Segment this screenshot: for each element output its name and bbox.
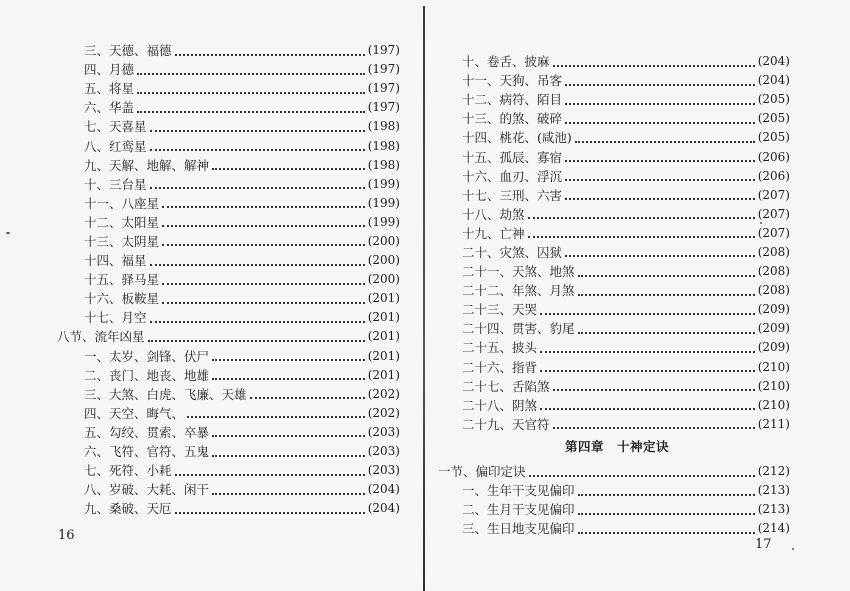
toc-entry-page: (197) [367, 43, 400, 58]
dot-leader [565, 93, 755, 105]
dot-leader [553, 55, 755, 67]
chapter-heading: 第四章 十神定诀 [565, 439, 670, 454]
toc-entry [0, 60, 425, 79]
toc-entry-page: (199) [367, 176, 400, 191]
toc-entry-title: 八、岁破、大耗、闲干 [84, 482, 210, 498]
toc-entry [0, 156, 425, 175]
dot-leader [150, 139, 365, 151]
dot-leader [250, 387, 365, 399]
toc-entry [0, 499, 425, 518]
toc-entry-title: 一、太岁、剑锋、伏尸 [84, 348, 210, 364]
toc-entry-page: (204) [757, 73, 790, 88]
toc-entry-page: (207) [757, 206, 790, 221]
toc-entry-title: 二、生月干支见偏印 [462, 502, 575, 518]
toc-entry-title: 十二、病符、陌目 [462, 92, 563, 108]
toc-entry-title: 九、桑破、天厄 [84, 501, 172, 517]
dot-leader [578, 265, 755, 277]
right-page-number: 17 [755, 537, 772, 552]
toc-entry-title: 三、生日地支见偏印 [462, 521, 575, 537]
toc-entry [0, 366, 425, 385]
right-page [425, 0, 850, 591]
dot-leader [162, 196, 365, 208]
toc-entry [0, 308, 425, 327]
toc-entry-title: 四、月德 [84, 62, 135, 78]
dot-leader [212, 425, 365, 437]
chapter-toc-list [425, 462, 850, 538]
toc-entry [0, 423, 425, 442]
dot-leader [212, 349, 365, 361]
dot-leader [565, 188, 755, 200]
toc-entry-title: 二十五、披头 [462, 340, 538, 356]
toc-entry-page: (213) [757, 483, 790, 498]
toc-entry-title: 八、红鸾星 [84, 138, 147, 154]
toc-entry-title: 十五、孤辰、寡宿 [462, 149, 563, 165]
toc-entry-page: (203) [367, 424, 400, 439]
toc-entry-page: (203) [367, 444, 400, 459]
toc-entry-page: (203) [367, 463, 400, 478]
toc-entry-page: (197) [367, 62, 400, 77]
scan-speck [6, 232, 10, 234]
dot-leader [565, 74, 755, 86]
toc-entry-page: (208) [757, 264, 790, 279]
toc-entry-title: 七、天喜星 [84, 119, 147, 135]
toc-entry [425, 358, 850, 377]
scan-speck [760, 222, 762, 224]
dot-leader [187, 406, 365, 418]
toc-entry-page: (214) [757, 521, 790, 536]
toc-entry-title: 十四、桃花、(咸池) [462, 130, 572, 146]
toc-entry-title: 十一、天狗、吊客 [462, 73, 563, 89]
toc-entry-page: (205) [757, 130, 790, 145]
toc-entry-page: (212) [757, 464, 790, 479]
toc-entry-title: 二十八、阴煞 [462, 397, 538, 413]
dot-leader [150, 254, 365, 266]
toc-entry [0, 289, 425, 308]
toc-entry [0, 461, 425, 480]
toc-entry [425, 319, 850, 338]
toc-entry-title: 十一、八座星 [84, 195, 160, 211]
toc-entry-title: 二、丧门、地丧、地雄 [84, 367, 210, 383]
dot-leader [540, 303, 755, 315]
left-page-number: 16 [58, 528, 75, 543]
toc-entry-page: (204) [367, 501, 400, 516]
toc-entry-page: (202) [367, 405, 400, 420]
dot-leader [175, 502, 365, 514]
toc-entry-title: 八节、流年凶星 [57, 329, 145, 345]
dot-leader [137, 82, 365, 94]
right-toc-list [425, 52, 850, 434]
toc-entry-title: 二十六、指背 [462, 359, 538, 375]
dot-leader [578, 284, 755, 296]
toc-entry-page: (200) [367, 233, 400, 248]
toc-entry-page: (201) [367, 291, 400, 306]
dot-leader [150, 177, 365, 189]
toc-entry-title: 一节、偏印定诀 [438, 464, 526, 480]
toc-entry-title: 五、将星 [84, 81, 135, 97]
toc-entry [0, 213, 425, 232]
toc-section-entry [0, 327, 425, 346]
toc-entry-page: (201) [367, 348, 400, 363]
toc-entry-title: 七、死符、小耗 [84, 463, 172, 479]
toc-entry-page: (207) [757, 187, 790, 202]
toc-entry [0, 404, 425, 423]
toc-entry [0, 251, 425, 270]
toc-entry-title: 十、卷舌、披麻 [462, 54, 550, 70]
dot-leader [148, 330, 365, 342]
toc-entry-page: (197) [367, 100, 400, 115]
dot-leader [162, 215, 365, 227]
toc-entry-title: 十五、驿马星 [84, 272, 160, 288]
left-toc-list [0, 41, 425, 518]
toc-entry-title: 六、华盖 [84, 100, 135, 116]
toc-entry [425, 52, 850, 71]
dot-leader [540, 398, 755, 410]
dot-leader [175, 464, 365, 476]
toc-entry-page: (209) [757, 321, 790, 336]
toc-entry-title: 三、天德、福德 [84, 43, 172, 59]
toc-entry [425, 147, 850, 166]
toc-entry-page: (209) [757, 302, 790, 317]
dot-leader [578, 522, 755, 534]
toc-entry-title: 十四、福星 [84, 253, 147, 269]
toc-entry-page: (198) [367, 119, 400, 134]
toc-entry [425, 300, 850, 319]
toc-entry-title: 十八、劫煞 [462, 206, 525, 222]
dot-leader [212, 483, 365, 495]
toc-entry [0, 136, 425, 155]
toc-entry-page: (210) [757, 378, 790, 393]
toc-entry [425, 262, 850, 281]
toc-entry-title: 六、飞符、官符、五鬼 [84, 444, 210, 460]
toc-entry [0, 442, 425, 461]
toc-entry [425, 415, 850, 434]
toc-entry-page: (197) [367, 81, 400, 96]
dot-leader [529, 465, 755, 477]
toc-entry-title: 二十一、天煞、地煞 [462, 264, 575, 280]
dot-leader [575, 131, 755, 143]
toc-entry-page: (201) [367, 367, 400, 382]
toc-entry-title: 十、三台星 [84, 176, 147, 192]
dot-leader [212, 445, 365, 457]
toc-entry [425, 481, 850, 500]
toc-entry-page: (198) [367, 157, 400, 172]
dot-leader [150, 120, 365, 132]
toc-entry-title: 二十二、年煞、月煞 [462, 283, 575, 299]
dot-leader [553, 417, 755, 429]
toc-entry-title: 二十七、舌陷煞 [462, 378, 550, 394]
dot-leader [162, 234, 365, 246]
toc-entry [425, 377, 850, 396]
toc-entry-title: 二十三、天哭 [462, 302, 538, 318]
toc-entry-title: 十二、太阳星 [84, 214, 160, 230]
toc-entry-page: (205) [757, 111, 790, 126]
toc-section-entry [425, 462, 850, 481]
toc-entry [0, 232, 425, 251]
dot-leader [540, 360, 755, 372]
toc-entry [0, 79, 425, 98]
toc-entry [0, 98, 425, 117]
toc-entry-page: (200) [367, 272, 400, 287]
toc-entry [0, 41, 425, 60]
toc-entry-title: 三、大煞、白虎、飞廉、天雄 [84, 386, 247, 402]
toc-entry-title: 四、天空、晦气、 [84, 405, 185, 421]
dot-leader [212, 158, 365, 170]
toc-entry-title: 二十、灾煞、囚狱 [462, 244, 563, 260]
toc-entry-page: (201) [367, 329, 400, 344]
toc-entry-title: 十六、板鞍星 [84, 291, 160, 307]
dot-leader [578, 484, 755, 496]
toc-entry-page: (213) [757, 502, 790, 517]
toc-entry-page: (207) [757, 225, 790, 240]
toc-entry [425, 281, 850, 300]
dot-leader [540, 341, 755, 353]
toc-entry [425, 167, 850, 186]
toc-entry-page: (205) [757, 92, 790, 107]
toc-entry-title: 五、勾绞、贯索、卒暴 [84, 424, 210, 440]
dot-leader [565, 112, 755, 124]
toc-entry [0, 270, 425, 289]
toc-entry-page: (209) [757, 340, 790, 355]
toc-entry [425, 338, 850, 357]
dot-leader [553, 379, 755, 391]
toc-entry [0, 385, 425, 404]
dot-leader [137, 63, 365, 75]
toc-entry-title: 十六、血刃、浮沉 [462, 168, 563, 184]
toc-entry [0, 175, 425, 194]
toc-entry-title: 十三、的煞、破碎 [462, 111, 563, 127]
dot-leader [137, 101, 365, 113]
dot-leader [162, 292, 365, 304]
toc-entry-page: (211) [757, 416, 790, 431]
toc-entry [425, 396, 850, 415]
toc-entry-page: (204) [757, 54, 790, 69]
toc-entry-title: 十七、月空 [84, 310, 147, 326]
toc-entry-title: 一、生年干支见偏印 [462, 483, 575, 499]
toc-entry-title: 十三、太阴星 [84, 233, 160, 249]
toc-entry-page: (199) [367, 195, 400, 210]
toc-entry-page: (210) [757, 359, 790, 374]
toc-entry-page: (204) [367, 482, 400, 497]
toc-entry [425, 109, 850, 128]
toc-entry [0, 117, 425, 136]
toc-entry [0, 194, 425, 213]
toc-entry-title: 十九、亡神 [462, 225, 525, 241]
toc-entry [425, 90, 850, 109]
toc-entry-page: (198) [367, 138, 400, 153]
toc-entry-page: (202) [367, 386, 400, 401]
toc-entry [425, 243, 850, 262]
toc-entry [425, 186, 850, 205]
dot-leader [528, 207, 755, 219]
toc-entry-page: (199) [367, 214, 400, 229]
toc-entry [425, 519, 850, 538]
toc-entry [0, 347, 425, 366]
dot-leader [212, 368, 365, 380]
toc-entry-page: (201) [367, 310, 400, 325]
toc-entry-page: (200) [367, 253, 400, 268]
dot-leader [162, 273, 365, 285]
toc-entry-page: (206) [757, 168, 790, 183]
dot-leader [565, 169, 755, 181]
dot-leader [578, 322, 755, 334]
toc-entry [425, 71, 850, 90]
toc-entry [0, 480, 425, 499]
dot-leader [565, 245, 755, 257]
toc-entry-page: (210) [757, 397, 790, 412]
toc-entry [425, 128, 850, 147]
dot-leader [578, 503, 755, 515]
toc-entry-page: (208) [757, 244, 790, 259]
toc-entry [425, 205, 850, 224]
scan-speck [792, 548, 794, 550]
toc-entry [425, 500, 850, 519]
toc-entry-title: 九、天解、地解、解神 [84, 157, 210, 173]
toc-entry-page: (208) [757, 283, 790, 298]
toc-entry-title: 二十四、贯害、豹尾 [462, 321, 575, 337]
toc-entry-title: 十七、三刑、六害 [462, 187, 563, 203]
toc-entry-page: (206) [757, 149, 790, 164]
dot-leader [565, 150, 755, 162]
toc-entry [425, 224, 850, 243]
dot-leader [150, 311, 365, 323]
toc-entry-title: 二十九、天官符 [462, 416, 550, 432]
dot-leader [175, 44, 365, 56]
dot-leader [528, 226, 755, 238]
